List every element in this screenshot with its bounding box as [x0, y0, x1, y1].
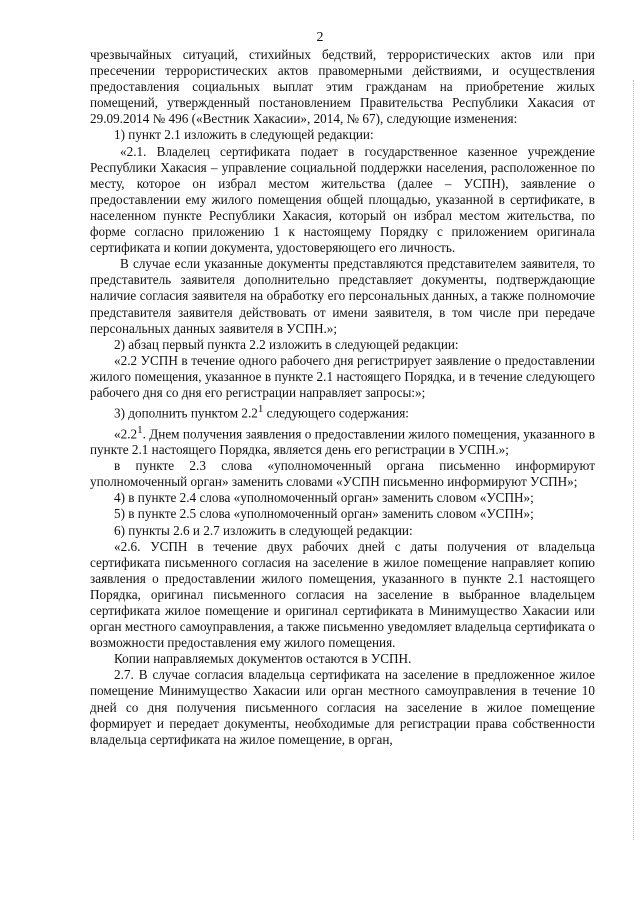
list-item: 6) пункты 2.6 и 2.7 изложить в следующей редакции: [114, 522, 413, 538]
list-item [90, 401, 595, 421]
paragraph: В случае если указанные документы представляются представителем заявителя, то представитель заявителя дополнительно представляет документы, подтверждающие наличие согласия заявителя на обработку его персональных данных, а также полномочие представителя заявителя действовать от имени заявителя, в том числе при передаче персональных данных заявителя в УСПН.»; [90, 256, 595, 336]
paragraph: «2.6. УСПН в течение двух рабочих дней с даты получения от владельца сертификата письменного согласия на заселение в жилое помещение направляет копию заявления о предоставлении жилого помещения, указанного в пункте 2.1 настоящего Порядка, оригинал письменного согласия на заселение в выбранное владельцем сертификата жилое помещение и оригинал сертификата в Минимущество Хакасии или орган местного самоуправления, а также письменно уведомляет владельца сертификата о возможности предоставления ему жилого помещения. [90, 538, 595, 651]
paragraph: чрезвычайных ситуаций, стихийных бедствий, террористических актов или при пресечении террористических актов правомерными действиями, и осуществления предоставления социальных выплат этим гражданам на приобретение жилых помещений, утвержденный постановлением Правительства Республики Хакасия от 29.09.2014 № 496 («Вестник Хакасии», 2014, № 67), следующие изменения: [90, 47, 595, 127]
document-body [90, 47, 595, 748]
list-item: 4) в пункте 2.4 слова «уполномоченный орган» заменить словом «УСПН»; [114, 490, 534, 506]
list-item: 5) в пункте 2.5 слова «уполномоченный орган» заменить словом «УСПН»; [114, 506, 534, 522]
paragraph: «2.1. Владелец сертификата подает в государственное казенное учреждение Республики Хакасия – управление социальной поддержки населения, расположенное по месту, которое он избрал местом жительства (далее – УСПН), заявление о предоставлении ему жилого помещения общей площадью, указанной в сертификате, в населенном пункте Республики Хакасия, который он избрал местом жительства, по форме согласно приложению 1 к настоящему Порядку с приложением оригинала сертификата и копии документа, удостоверяющего его личность. [90, 143, 595, 256]
item-text: 3) дополнить пунктом 2.2 [114, 405, 258, 421]
list-item: 1) пункт 2.1 изложить в следующей редакции: [114, 127, 374, 143]
paragraph: «2.2 УСПН в течение одного рабочего дня регистрирует заявление о предоставлении жилого помещения, указанное в пункте 2.1 настоящего Порядка, и в течение следующего рабочего дня со дня его регистрации направляет запросы:»; [90, 352, 595, 400]
item-text: «2.2 [114, 425, 138, 441]
superscript: 1 [137, 423, 143, 436]
item-text: . Днем получения заявления о предоставлении жилого помещения, указанного в пункте 2.1 настоящего Порядка, является день его регистрации в УСПН.»; [90, 425, 595, 458]
paragraph: в пункте 2.3 слова «уполномоченный органа письменно информируют уполномоченный орган» заменить словами «УСПН письменно информируют УСПН»; [90, 458, 595, 490]
list-item: 2) абзац первый пункта 2.2 изложить в следующей редакции: [114, 336, 459, 352]
superscript: 1 [257, 403, 264, 416]
scan-edge-marks [631, 80, 634, 840]
paragraph [90, 422, 595, 459]
paragraph: Копии направляемых документов остаются в УСПН. [114, 651, 412, 667]
paragraph: 2.7. В случае согласия владельца сертификата на заселение в предложенное жилое помещение Минимущество Хакасии или орган местного самоуправления в течение 10 дней со дня получения письменного согласия на заселение в жилое помещение формирует и передает документы, необходимые для регистрации права собственности владельца сертификата на жилое помещение, в орган, [90, 667, 595, 747]
page-number: 2 [316, 30, 324, 45]
item-text: следующего содержания: [266, 405, 409, 421]
